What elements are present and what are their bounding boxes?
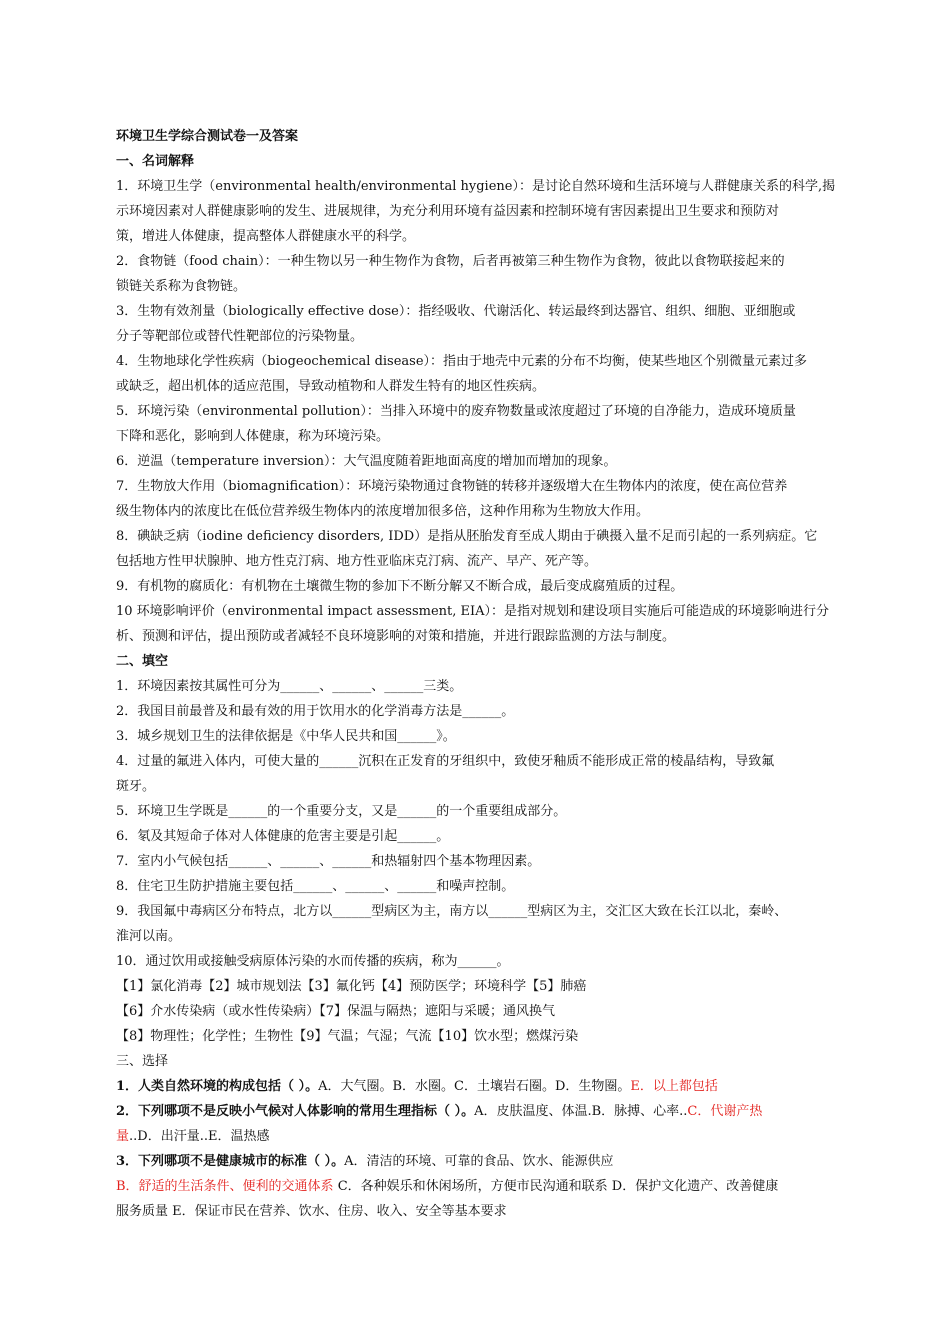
text-line: 【6】介水传染病（或水性传染病）【7】保温与隔热；遮阳与采暖；通风换气 (116, 1004, 556, 1019)
text-line: 5．环境污染（environmental pollution）：当排入环境中的废弃物数量或浓度超过了环境的自净能力，造成环境质量 (116, 404, 796, 419)
text-line: 1．环境因素按其属性可分为______、______、______三类。 (116, 679, 463, 694)
text-line: 策，增进人体健康，提高整体人群健康水平的科学。 (116, 229, 416, 244)
fill-blank-body (116, 674, 861, 1049)
text-line: 9．我国氟中毒病区分布特点，北方以______型病区为主，南方以______型病区为主，交汇区大致在长江以北，秦岭、 (116, 904, 788, 919)
q3-options-part2: C．各种娱乐和休闲场所，方便市民沟通和联系 D．保护文化遗产、改善健康 (333, 1179, 779, 1194)
text-line: 析、预测和评估，提出预防或者减轻不良环境影响的对策和措施，并进行跟踪监测的方法与制度。 (116, 629, 676, 644)
q2-options-part2: ..D．出汗量..E．温热感 (129, 1129, 270, 1144)
choice-question-2 (116, 1099, 861, 1124)
choice-question-3 (116, 1149, 861, 1174)
q2-options-part1: A．皮肤温度、体温.B．脉搏、心率.. (474, 1104, 688, 1119)
text-line: 9．有机物的腐质化：有机物在土壤微生物的参加下不断分解又不断合成，最后变成腐殖质的过程。 (116, 579, 684, 594)
text-line: 7．生物放大作用（biomagnification）：环境污染物通过食物链的转移并逐级增大在生物体内的浓度，使在高位营养 (116, 479, 788, 494)
q2-answer-cont: 量 (116, 1129, 130, 1144)
text-line: 5．环境卫生学既是______的一个重要分支，又是______的一个重要组成部分。 (116, 804, 567, 819)
text-line: 7．室内小气候包括______、______、______和热辐射四个基本物理因素。 (116, 854, 541, 869)
q1-stem: 1．人类自然环境的构成包括（ ）。 (116, 1079, 319, 1094)
q2-answer: C．代谢产热 (687, 1104, 763, 1119)
q1-answer: E．以上都包括 (630, 1079, 718, 1094)
definitions-body (116, 174, 861, 649)
section-heading-choice: 三、选择 (116, 1054, 169, 1069)
text-line: 10 环境影响评价（environmental impact assessment, EIA）：是指对规划和建设项目实施后可能造成的环境影响进行分 (116, 604, 830, 619)
text-line: 2．食物链（food chain）：一种生物以另一种生物作为食物，后者再被第三种生物作为食物，彼此以食物联接起来的 (116, 254, 785, 269)
choice-question-3-cont (116, 1174, 861, 1199)
choice-question-3-cont2 (116, 1199, 861, 1224)
choice-question-1 (116, 1074, 861, 1099)
text-line: 包括地方性甲状腺肿、地方性克汀病、地方性亚临床克汀病、流产、早产、死产等。 (116, 554, 598, 569)
section-heading-definitions: 一、名词解释 (116, 154, 195, 169)
text-line: 或缺乏，超出机体的适应范围，导致动植物和人群发生特有的地区性疾病。 (116, 379, 546, 394)
text-line: 3．城乡规划卫生的法律依据是《中华人民共和国______》。 (116, 729, 456, 744)
choice-question-2-cont (116, 1124, 861, 1149)
text-line: 示环境因素对人群健康影响的发生、进展规律，为充分利用环境有益因素和控制环境有害因素提出卫生要求和预防对 (116, 204, 780, 219)
text-line: 1．环境卫生学（environmental health/environmental hygiene）：是讨论自然环境和生活环境与人群健康关系的科学,揭 (116, 179, 836, 194)
q2-stem: 2．下列哪项不是反映小气候对人体影响的常用生理指标（ ）。 (116, 1104, 475, 1119)
section-heading-fill-blank: 二、填空 (116, 654, 169, 669)
q3-answer: B．舒适的生活条件、便利的交通体系 (116, 1179, 334, 1194)
text-line: 3．生物有效剂量（biologically effective dose）：指经吸收、代谢活化、转运最终到达器官、组织、细胞、亚细胞或 (116, 304, 796, 319)
text-line: 【1】氯化消毒【2】城市规划法【3】氟化钙【4】预防医学；环境科学【5】肺癌 (116, 979, 587, 994)
text-line: 锁链关系称为食物链。 (116, 279, 247, 294)
text-line: 4．过量的氟进入体内，可使大量的______沉积在正发育的牙组织中，致使牙釉质不能形成正常的棱晶结构，导致氟 (116, 754, 775, 769)
text-line: 8．住宅卫生防护措施主要包括______、______、______和噪声控制。 (116, 879, 515, 894)
text-line: 级生物体内的浓度比在低位营养级生物体内的浓度增加很多倍，这种作用称为生物放大作用。 (116, 504, 650, 519)
q1-options: A．大气圈。B．水圈。C．土壤岩石圈。D．生物圈。 (318, 1079, 631, 1094)
text-line: 10．通过饮用或接触受病原体污染的水而传播的疾病，称为______。 (116, 954, 510, 969)
text-line: 4．生物地球化学性疾病（biogeochemical disease）：指由于地壳中元素的分布不均衡，使某些地区个别微量元素过多 (116, 354, 808, 369)
q3-options-part3: 服务质量 E．保证市民在营养、饮水、住房、收入、安全等基本要求 (116, 1204, 507, 1219)
document-title: 环境卫生学综合测试卷一及答案 (116, 129, 299, 144)
text-line: 8．碘缺乏病（iodine deficiency disorders, IDD）是指从胚胎发育至成人期由于碘摄入量不足而引起的一系列病症。它 (116, 529, 818, 544)
text-line: 斑牙。 (116, 779, 156, 794)
q3-stem: 3．下列哪项不是健康城市的标准（ ）。 (116, 1154, 345, 1169)
text-line: 分子等靶部位或替代性靶部位的污染物量。 (116, 329, 364, 344)
q3-options-part1: A．清洁的环境、可靠的食品、饮水、能源供应 (344, 1154, 614, 1169)
text-line: 淮河以南。 (116, 929, 182, 944)
text-line: 下降和恶化，影响到人体健康，称为环境污染。 (116, 429, 390, 444)
text-line: 2．我国目前最普及和最有效的用于饮用水的化学消毒方法是______。 (116, 704, 515, 719)
text-line: 【8】物理性；化学性；生物性【9】气温；气湿；气流【10】饮水型；燃煤污染 (116, 1029, 579, 1044)
document-page (116, 124, 861, 1224)
text-line: 6．氡及其短命子体对人体健康的危害主要是引起______。 (116, 829, 450, 844)
text-line: 6．逆温（temperature inversion）：大气温度随着距地面高度的增加而增加的现象。 (116, 454, 617, 469)
